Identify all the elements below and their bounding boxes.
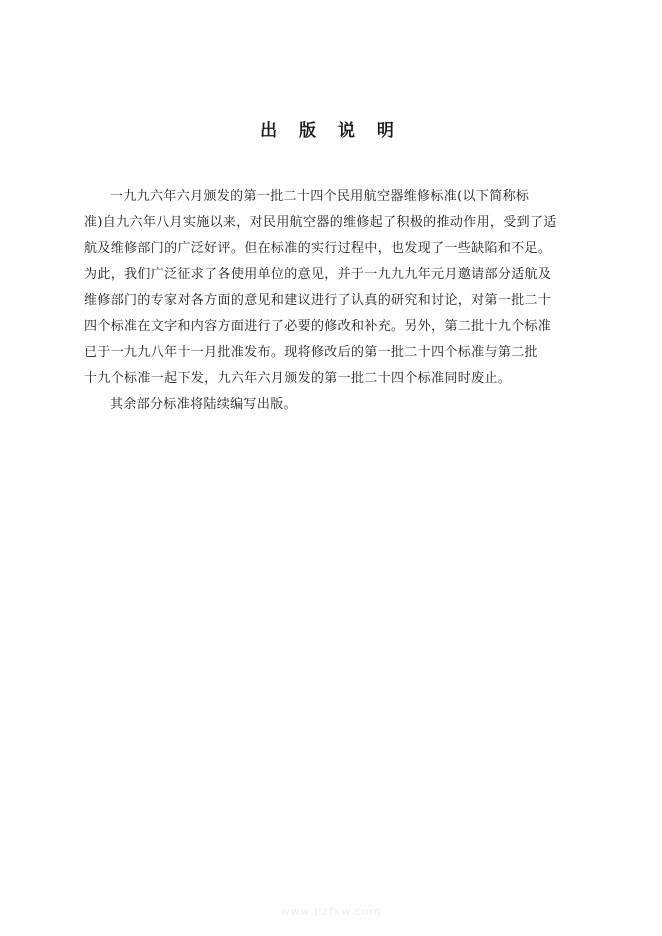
paragraph-line: 航及维修部门的广泛好评。但在标准的实行过程中，也发现了一些缺陷和不足。 bbox=[84, 241, 552, 256]
paragraph-line: 维修部门的专家对各方面的意见和建议进行了认真的研究和讨论，对第一批二十 bbox=[84, 293, 552, 308]
watermark-text: www.bzfxw.com bbox=[280, 905, 382, 918]
paragraph-line: 其余部分标准将陆续编写出版。 bbox=[110, 397, 297, 412]
body-text bbox=[84, 184, 584, 418]
paragraph-line: 已于一九九八年十一月批准发布。现将修改后的第一批二十四个标准与第二批 bbox=[84, 345, 538, 360]
paragraph-line: 准)自九六年八月实施以来，对民用航空器的维修起了积极的推动作用，受到了适 bbox=[84, 215, 557, 230]
paragraph-line: 十九个标准一起下发，九六年六月颁发的第一批二十四个标准同时废止。 bbox=[84, 371, 512, 386]
page-title: 出 版 说 明 bbox=[260, 121, 402, 141]
paragraph-line: 四个标准在文字和内容方面进行了必要的修改和补充。另外，第二批十九个标准 bbox=[84, 319, 552, 334]
paragraph-line: 一九九六年六月颁发的第一批二十四个民用航空器维修标准(以下简称标 bbox=[110, 189, 530, 204]
paragraph-line: 为此，我们广泛征求了各使用单位的意见，并于一九九九年元月邀请部分适航及 bbox=[84, 267, 552, 282]
